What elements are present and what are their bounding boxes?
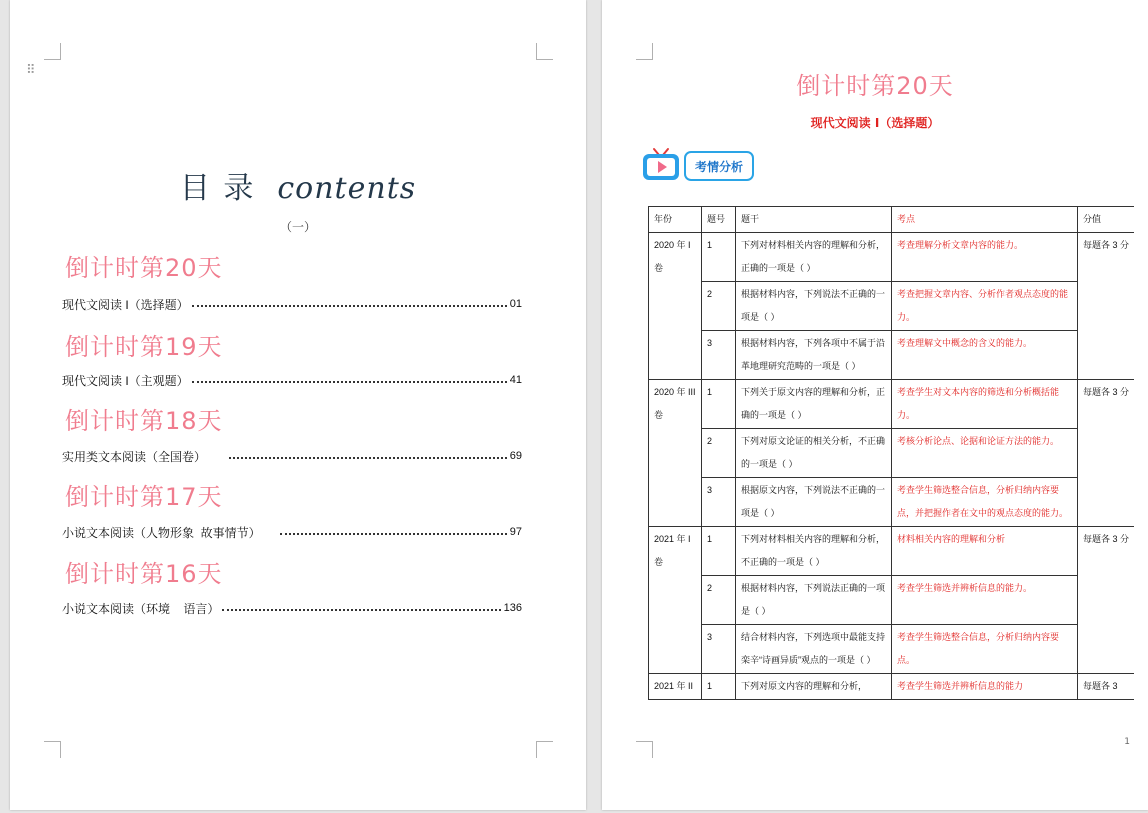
- num-cell: 2: [702, 576, 736, 625]
- toc-entry[interactable]: [62, 599, 522, 617]
- point-cell: 考核分析论点、论据和论证方法的能力。: [892, 429, 1078, 478]
- score-cell: 每题各 3 分: [1078, 527, 1135, 674]
- num-cell: 3: [702, 625, 736, 674]
- toc-subtitle: （一）: [279, 220, 316, 234]
- col-year-header: 年份: [649, 207, 702, 233]
- countdown-heading: 倒计时第16天: [65, 560, 223, 588]
- stem-cell: 根据材料内容，下列说法正确的一项是（ ）: [736, 576, 892, 625]
- toc-leader-dots: [229, 457, 507, 459]
- toc-entry-label: 现代文阅读 I（选择题）: [62, 297, 189, 312]
- score-cell: 每题各 3 分: [1078, 380, 1135, 527]
- col-stem-header: 题干: [736, 207, 892, 233]
- crop-mark: [636, 43, 653, 60]
- num-cell: 1: [702, 674, 736, 700]
- page-number: 1: [1124, 737, 1130, 747]
- stem-cell: 根据原文内容，下列说法不正确的一项是（ ）: [736, 478, 892, 527]
- table-row: [649, 527, 1135, 576]
- stem-cell: 下列对材料相关内容的理解和分析，正确的一项是（ ）: [736, 233, 892, 282]
- toc-entry-label: 实用类文本阅读（全国卷）: [62, 449, 227, 464]
- point-cell: 材料相关内容的理解和分析: [892, 527, 1078, 576]
- toc-leader-dots: [192, 381, 507, 383]
- stem-cell: 下列对原文论证的相关分析，不正确的一项是（ ）: [736, 429, 892, 478]
- table-header-row: [649, 207, 1135, 233]
- num-cell: 3: [702, 331, 736, 380]
- toc-entry-label: 小说文本阅读（环境 语言）: [62, 601, 220, 616]
- crop-mark: [536, 741, 553, 758]
- exam-analysis-table: [648, 206, 1134, 728]
- page-title: 倒计时第20天: [796, 72, 954, 100]
- score-cell: 每题各 3: [1078, 674, 1135, 700]
- year-cell: 2021 年 I 卷: [649, 527, 702, 674]
- col-num-header: 题号: [702, 207, 736, 233]
- tv-play-icon: [642, 147, 680, 181]
- stem-cell: 下列对原文内容的理解和分析，: [736, 674, 892, 700]
- table-row: [649, 380, 1135, 429]
- num-cell: 1: [702, 233, 736, 282]
- exam-analysis-badge[interactable]: 考情分析: [684, 151, 754, 181]
- toc-entry-page: 136: [503, 602, 522, 614]
- toc-entry-page: 41: [509, 374, 522, 386]
- table-row: [649, 429, 1135, 478]
- countdown-heading: 倒计时第19天: [65, 333, 223, 361]
- toc-entry-label: 现代文阅读 I（主观题）: [62, 373, 189, 388]
- toc-entry-page: 01: [509, 298, 522, 310]
- content-page: [602, 0, 1148, 810]
- table-row: [649, 674, 1135, 700]
- point-cell: 考查理解分析文章内容的能力。: [892, 233, 1078, 282]
- num-cell: 2: [702, 282, 736, 331]
- score-cell: 每题各 3 分: [1078, 233, 1135, 380]
- countdown-heading: 倒计时第18天: [65, 407, 223, 435]
- num-cell: 1: [702, 380, 736, 429]
- table-row: [649, 282, 1135, 331]
- point-cell: 考查学生筛选整合信息，分析归纳内容要点，并把握作者在文中的观点态度的能力。: [892, 478, 1078, 527]
- num-cell: 3: [702, 478, 736, 527]
- toc-entry[interactable]: [62, 447, 522, 465]
- toc-entry-page: 97: [509, 526, 522, 538]
- toc-title-cn: 目 录: [179, 171, 256, 206]
- crop-mark: [636, 741, 653, 758]
- table-row: [649, 331, 1135, 380]
- toc-entry[interactable]: [62, 523, 522, 541]
- toc-leader-dots: [222, 609, 500, 611]
- crop-mark: [44, 741, 61, 758]
- point-cell: 考查学生筛选并辨析信息的能力: [892, 674, 1078, 700]
- table-row: [649, 576, 1135, 625]
- toc-title-en: contents: [277, 171, 417, 206]
- point-cell: 考查学生对文本内容的筛选和分析概括能力。: [892, 380, 1078, 429]
- year-cell: 2020 年 I 卷: [649, 233, 702, 380]
- col-point-header: 考点: [892, 207, 1078, 233]
- point-cell: 考查把握文章内容、分析作者观点态度的能力。: [892, 282, 1078, 331]
- point-cell: 考查学生筛选并辨析信息的能力。: [892, 576, 1078, 625]
- table-row: [649, 233, 1135, 282]
- toc-leader-dots: [280, 533, 506, 535]
- drag-handle-icon[interactable]: ⠿: [26, 63, 37, 78]
- countdown-heading: 倒计时第17天: [65, 483, 223, 511]
- stem-cell: 根据材料内容，下列说法不正确的一项是（ ）: [736, 282, 892, 331]
- page-subtitle: 现代文阅读 I（选择题）: [810, 116, 940, 130]
- countdown-heading: 倒计时第20天: [65, 254, 223, 282]
- toc-entry-page: 69: [509, 450, 522, 462]
- toc-title: [10, 163, 586, 207]
- year-cell: 2021 年 II: [649, 674, 702, 700]
- col-score-header: 分值: [1078, 207, 1135, 233]
- toc-leader-dots: [192, 305, 507, 307]
- stem-cell: 下列关于原文内容的理解和分析，正确的一项是（ ）: [736, 380, 892, 429]
- toc-entry-label: 小说文本阅读（人物形象 故事情节）: [62, 525, 278, 540]
- num-cell: 1: [702, 527, 736, 576]
- table-row: [649, 478, 1135, 527]
- year-cell: 2020 年 III 卷: [649, 380, 702, 527]
- toc-page: [10, 0, 586, 810]
- stem-cell: 结合材料内容，下列选项中最能支持栾辛“诗画异质”观点的一项是（ ）: [736, 625, 892, 674]
- crop-mark: [44, 43, 61, 60]
- stem-cell: 根据材料内容，下列各项中不属于沿革地理研究范畴的一项是（ ）: [736, 331, 892, 380]
- stem-cell: 下列对材料相关内容的理解和分析，不正确的一项是（ ）: [736, 527, 892, 576]
- num-cell: 2: [702, 429, 736, 478]
- toc-entry[interactable]: [62, 295, 522, 313]
- toc-entry[interactable]: [62, 371, 522, 389]
- point-cell: 考查学生筛选整合信息，分析归纳内容要点。: [892, 625, 1078, 674]
- crop-mark: [536, 43, 553, 60]
- table-row: [649, 625, 1135, 674]
- point-cell: 考查理解文中概念的含义的能力。: [892, 331, 1078, 380]
